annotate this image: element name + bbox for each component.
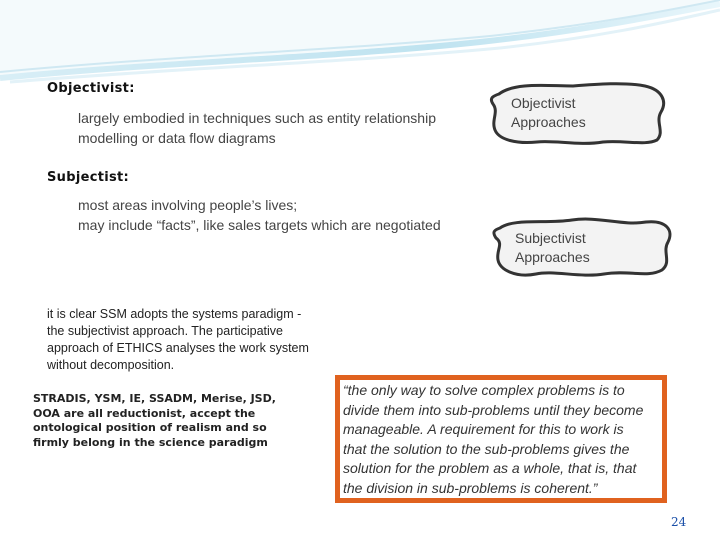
objectivist-description	[78, 108, 436, 148]
subjectivist-blob-line-2: Approaches	[515, 249, 590, 265]
subjectist-description	[78, 195, 441, 235]
subjectivist-blob-line-1: Subjectivist	[515, 230, 586, 246]
ssm-note-line: it is clear SSM adopts the systems paradigm -	[47, 307, 302, 321]
subjectist-heading: Subjectist:	[47, 170, 130, 185]
quote-line: “the only way to solve complex problems is to	[343, 382, 625, 398]
subjectist-line-2: may include “facts”, like sales targets which are negotiated	[78, 217, 441, 233]
decomposition-quote	[343, 381, 663, 499]
objectivist-blob-line-2: Approaches	[511, 114, 586, 130]
objectivist-line-1: largely embodied in techniques such as entity relationship	[78, 110, 436, 126]
methods-note-line: firmly belong in the science paradigm	[33, 435, 268, 449]
methods-note-line: OOA are all reductionist, accept the	[33, 406, 256, 420]
quote-line: that the solution to the sub-problems gives the	[343, 440, 630, 457]
objectivist-blob-line-1: Objectivist	[511, 95, 576, 111]
quote-line: manageable. A requirement for this to work is	[343, 421, 624, 438]
methods-note	[33, 392, 276, 450]
objectivist-heading: Objectivist:	[47, 81, 135, 96]
subjectist-line-1: most areas involving people’s lives;	[78, 197, 298, 213]
methods-note-line: ontological position of realism and so	[33, 421, 267, 434]
quote-line: divide them into sub-problems until they become	[343, 401, 644, 418]
ssm-note-line: approach of ETHICS analyses the work system	[47, 341, 309, 355]
objectivist-approaches-label	[511, 94, 586, 132]
ssm-note	[47, 306, 309, 374]
subjectivist-approaches-label	[515, 229, 590, 267]
quote-line: the division in sub-problems is coherent.”	[343, 479, 598, 496]
quote-line: solution for the problem as a whole, that is, that	[343, 460, 637, 477]
header-swirl-decoration	[0, 0, 720, 90]
objectivist-line-2: modelling or data flow diagrams	[78, 130, 276, 146]
ssm-note-line: the subjectivist approach. The participative	[47, 324, 284, 338]
page-number: 24	[671, 515, 687, 529]
methods-note-line: STRADIS, YSM, IE, SSADM, Merise, JSD,	[33, 392, 276, 405]
ssm-note-line: without decomposition.	[47, 358, 175, 372]
